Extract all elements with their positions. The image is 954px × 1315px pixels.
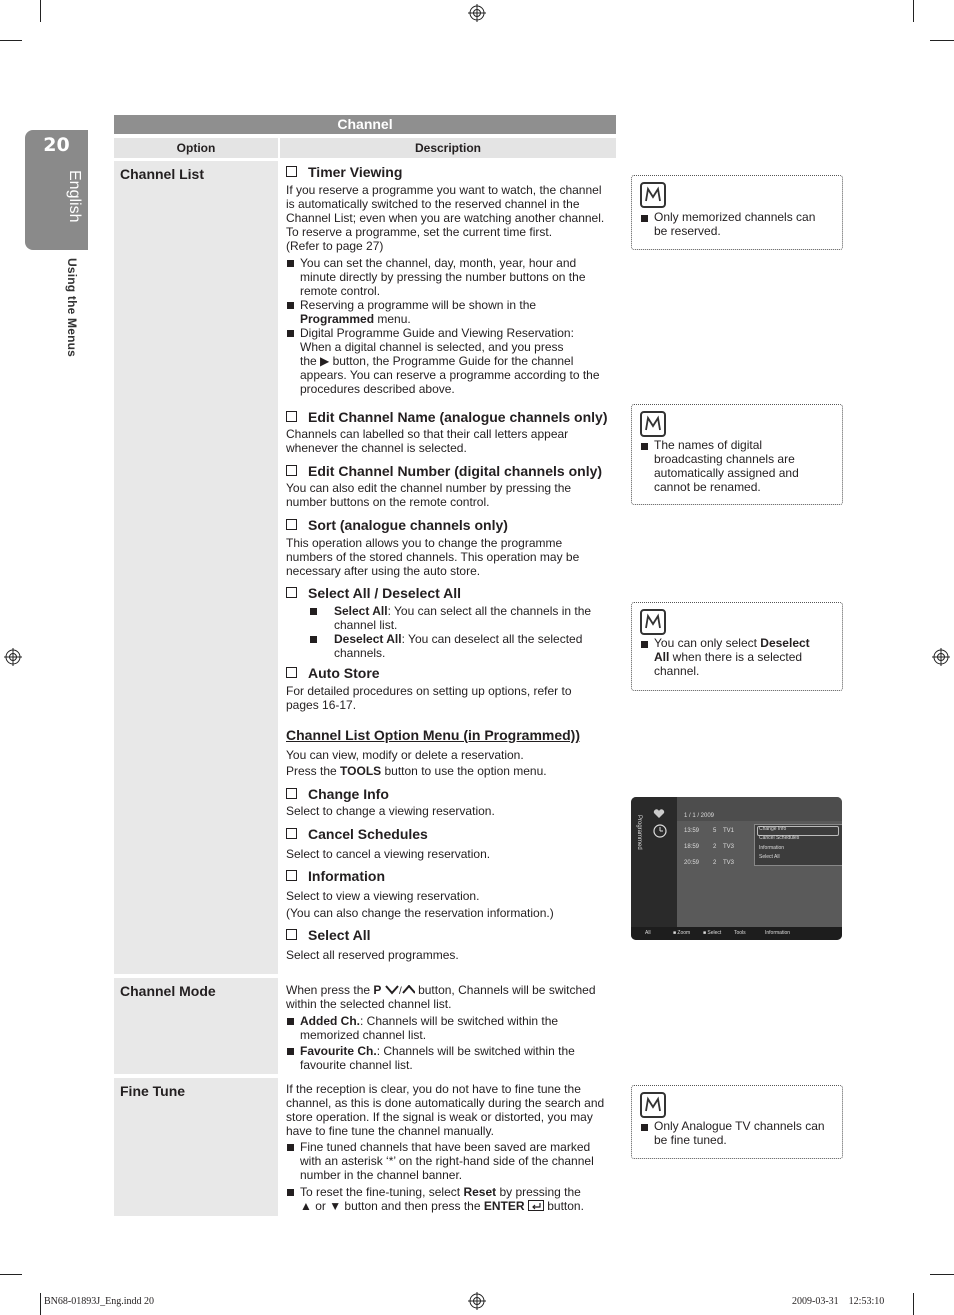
- note-box: [631, 602, 843, 691]
- text-line: numbers of the stored channels. This operation may be: [286, 550, 580, 564]
- subsection-heading: Information: [286, 868, 385, 884]
- square-bullet-icon: [287, 260, 294, 267]
- text-line: Select to change a viewing reservation.: [286, 804, 495, 818]
- text-line: Select to cancel a viewing reservation.: [286, 847, 491, 861]
- text-line: Select to view a viewing reservation.: [286, 889, 480, 903]
- text-line: You can set the channel, day, month, year, hour and: [300, 256, 577, 270]
- channel-up-down-icon: [385, 985, 415, 995]
- note-text: The names of digital: [654, 438, 763, 452]
- text-line: To reset the fine-tuning, select Reset by pressing the: [300, 1185, 581, 1199]
- text-line: Press the TOOLS button to use the option menu.: [286, 764, 547, 778]
- checkbox-bullet-icon: [286, 788, 297, 799]
- crop-mark: [913, 1293, 914, 1315]
- subsection-heading: Select All / Deselect All: [286, 585, 461, 601]
- note-text: cannot be renamed.: [654, 480, 761, 494]
- tv-row-time: 13:59: [684, 828, 700, 834]
- text-line: necessary after using the auto store.: [286, 564, 481, 578]
- note-icon: [640, 1092, 666, 1118]
- note-box: [631, 1085, 843, 1159]
- tv-sidebar: [631, 797, 677, 927]
- square-bullet-icon: [641, 215, 648, 222]
- checkbox-bullet-icon: [286, 411, 297, 422]
- crop-mark: [40, 0, 41, 22]
- tv-menu-item[interactable]: Change Info: [759, 826, 787, 832]
- text-line: Favourite Ch.: Channels will be switched within the: [300, 1044, 575, 1058]
- subsection-heading: Change Info: [286, 786, 389, 802]
- text-line: is automatically switched to the reserved channel in the: [286, 197, 580, 211]
- crop-mark: [40, 1293, 41, 1315]
- subsection-heading: Sort (analogue channels only): [286, 517, 508, 533]
- language-label: English: [66, 170, 83, 223]
- crop-mark: [930, 40, 954, 41]
- registration-mark-icon: [468, 4, 486, 22]
- text-line: minute directly by pressing the number buttons on the: [300, 270, 586, 284]
- registration-mark-icon: [932, 648, 950, 666]
- clock-icon: [653, 824, 667, 838]
- section-label: Using the Menus: [65, 258, 79, 358]
- text-line: with an asterisk ‘*’ on the right-hand side of the channel: [300, 1154, 594, 1168]
- text-line: When a digital channel is selected, and you press: [300, 340, 564, 354]
- checkbox-bullet-icon: [286, 929, 297, 940]
- square-bullet-icon: [641, 1124, 648, 1131]
- note-text: be reserved.: [654, 224, 721, 238]
- text-line: have to fine tune the channel manually.: [286, 1124, 494, 1138]
- text-line: (Refer to page 27): [286, 239, 384, 253]
- text-line: ▲ or ▼ button and then press the ENTER button.: [300, 1199, 584, 1213]
- footer-file: BN68-01893J_Eng.indd 20: [44, 1296, 154, 1307]
- note-text: You can only select Deselect: [654, 636, 810, 650]
- note-text: be fine tuned.: [654, 1133, 727, 1147]
- note-text: All when there is a selected: [654, 650, 803, 664]
- text-line: When press the P / button, Channels will be switched: [286, 983, 596, 997]
- text-line: Channel List; even when you are watching another channel.: [286, 211, 605, 225]
- option-menu-heading: Channel List Option Menu (in Programmed)): [286, 727, 580, 743]
- note-text: broadcasting channels are: [654, 452, 795, 466]
- tv-footer-bar: [631, 927, 842, 940]
- tv-row-channel: TV3: [723, 844, 735, 850]
- square-bullet-icon: [641, 443, 648, 450]
- square-bullet-icon: [287, 330, 294, 337]
- enter-icon: [528, 1200, 544, 1211]
- text-line: This operation allows you to change the programme: [286, 536, 563, 550]
- tv-menu-item[interactable]: Cancel Schedules: [759, 835, 800, 841]
- text-line: You can also edit the channel number by pressing the: [286, 481, 572, 495]
- text-line: favourite channel list.: [300, 1058, 413, 1072]
- square-bullet-icon: [310, 608, 317, 615]
- tv-footer-all: All: [645, 930, 651, 936]
- option-label: Channel Mode: [120, 983, 216, 999]
- tv-footer-zoom: ■ Zoom: [673, 930, 691, 936]
- text-line: whenever the channel is selected.: [286, 441, 467, 455]
- tv-menu-item[interactable]: Information: [759, 845, 785, 851]
- checkbox-bullet-icon: [286, 667, 297, 678]
- checkbox-bullet-icon: [286, 166, 297, 177]
- page-number: 20: [43, 134, 70, 156]
- note-icon: [640, 609, 666, 635]
- tv-row-channel: TV3: [723, 860, 735, 866]
- text-line: You can view, modify or delete a reservation.: [286, 748, 524, 762]
- tv-tools-menu: [754, 824, 842, 866]
- text-line: Select All: You can select all the channels in the: [334, 604, 592, 618]
- note-box: [631, 404, 843, 505]
- text-line: memorized channel list.: [300, 1028, 427, 1042]
- subsection-heading: Select All: [286, 927, 371, 943]
- note-text: automatically assigned and: [654, 466, 799, 480]
- tv-row-channel: TV1: [723, 828, 735, 834]
- square-bullet-icon: [287, 1189, 294, 1196]
- text-line: For detailed procedures on setting up options, refer to: [286, 684, 572, 698]
- tv-footer-information: Information: [765, 930, 791, 936]
- checkbox-bullet-icon: [286, 828, 297, 839]
- option-label: Fine Tune: [120, 1083, 186, 1099]
- text-line: Fine tuned channels that have been saved are marked: [300, 1140, 591, 1154]
- registration-mark-icon: [4, 648, 22, 666]
- subsection-heading: Cancel Schedules: [286, 826, 428, 842]
- text-line: To reserve a programme, set the current time first.: [286, 225, 553, 239]
- option-cell-channel-list: [114, 161, 278, 974]
- crop-mark: [913, 0, 914, 22]
- checkbox-bullet-icon: [286, 465, 297, 476]
- note-text: Only Analogue TV channels can: [654, 1119, 825, 1133]
- column-header-description: Description: [280, 138, 616, 158]
- text-line: procedures described above.: [300, 382, 455, 396]
- note-icon: [640, 411, 666, 437]
- tv-screenshot: [631, 797, 842, 940]
- text-line: Reserving a programme will be shown in the: [300, 298, 537, 312]
- checkbox-bullet-icon: [286, 519, 297, 530]
- square-bullet-icon: [287, 1018, 294, 1025]
- tv-footer-tools: Tools: [734, 930, 746, 936]
- tv-footer-select: ■ Select: [703, 930, 722, 936]
- text-line: remote control.: [300, 284, 381, 298]
- tv-row-time: 20:59: [684, 860, 700, 866]
- crop-mark: [0, 40, 22, 41]
- square-bullet-icon: [641, 641, 648, 648]
- tv-row-num: 2: [713, 844, 717, 850]
- note-text: Only memorized channels can: [654, 210, 816, 224]
- tv-row-num: 5: [713, 828, 717, 834]
- tv-row-time: 18:59: [684, 844, 700, 850]
- heart-icon: [653, 809, 665, 819]
- subsection-heading: Edit Channel Name (analogue channels only): [286, 409, 608, 425]
- tv-side-label: Programmed: [636, 815, 642, 850]
- text-line: Channels can labelled so that their call letters appear: [286, 427, 569, 441]
- subsection-heading: Edit Channel Number (digital channels only): [286, 463, 602, 479]
- text-line: Select all reserved programmes.: [286, 948, 459, 962]
- text-line: within the selected channel list.: [286, 997, 452, 1011]
- option-cell-channel-mode: [114, 978, 278, 1074]
- text-line: Programmed menu.: [300, 312, 411, 326]
- registration-mark-icon: [468, 1292, 486, 1310]
- text-line: number in the channel banner.: [300, 1168, 463, 1182]
- text-line: (You can also change the reservation information.): [286, 906, 554, 920]
- square-bullet-icon: [310, 636, 317, 643]
- square-bullet-icon: [287, 302, 294, 309]
- table-title: Channel: [114, 115, 616, 134]
- text-line: appears. You can reserve a programme according to the: [300, 368, 600, 382]
- option-label: Channel List: [120, 166, 205, 182]
- note-text: channel.: [654, 664, 700, 678]
- svg-text:/: /: [398, 986, 402, 995]
- note-box: [631, 175, 843, 250]
- text-line: store operation. If the signal is weak or distorted, you may: [286, 1110, 593, 1124]
- crop-mark: [0, 1274, 22, 1275]
- column-header-option: Option: [114, 138, 278, 158]
- subsection-heading: Timer Viewing: [286, 164, 402, 180]
- tv-date: 1 / 1 / 2009: [684, 813, 715, 819]
- text-line: Added Ch.: Channels will be switched within the: [300, 1014, 559, 1028]
- text-line: Digital Programme Guide and Viewing Reservation:: [300, 326, 574, 340]
- crop-mark: [930, 1274, 954, 1275]
- tv-menu-item[interactable]: Select All: [759, 854, 780, 860]
- note-icon: [640, 182, 666, 208]
- text-line: channels.: [334, 646, 386, 660]
- text-line: the ▶ button, the Programme Guide for the channel: [300, 354, 574, 368]
- checkbox-bullet-icon: [286, 587, 297, 598]
- text-line: pages 16-17.: [286, 698, 357, 712]
- subsection-heading: Auto Store: [286, 665, 380, 681]
- text-line: If the reception is clear, you do not have to fine tune the: [286, 1082, 581, 1096]
- square-bullet-icon: [287, 1048, 294, 1055]
- text-line: channel list.: [334, 618, 398, 632]
- option-cell-fine-tune: [114, 1078, 278, 1216]
- checkbox-bullet-icon: [286, 870, 297, 881]
- text-line: If you reserve a programme you want to watch, the channel: [286, 183, 602, 197]
- tv-row-num: 2: [713, 860, 717, 866]
- footer-date: 2009-03-31 12:53:10: [792, 1296, 885, 1307]
- text-line: channel, as this is done automatically during the search and: [286, 1096, 605, 1110]
- text-line: Deselect All: You can deselect all the selected: [334, 632, 583, 646]
- text-line: number buttons on the remote control.: [286, 495, 490, 509]
- square-bullet-icon: [287, 1144, 294, 1151]
